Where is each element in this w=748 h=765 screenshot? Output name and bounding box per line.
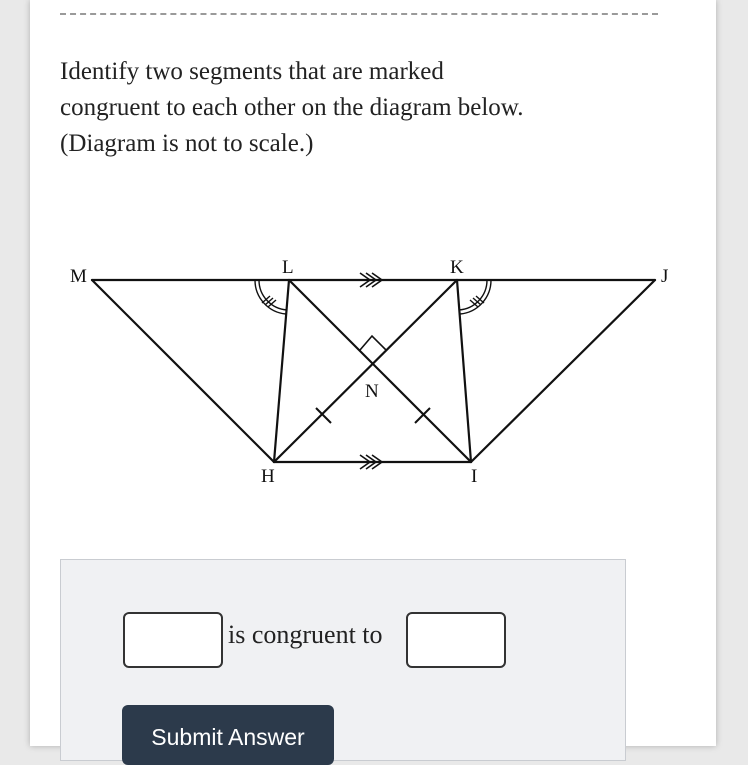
submit-answer-label: Submit Answer — [151, 723, 305, 750]
segment-input-2[interactable] — [406, 612, 506, 668]
label-J: J — [661, 266, 669, 287]
question-line-2: congruent to each other on the diagram below. — [60, 94, 524, 121]
segment-KH — [274, 280, 457, 462]
segment-MH — [92, 280, 274, 462]
angle-mark-L — [255, 280, 287, 314]
segment-LI — [289, 280, 471, 462]
question-line-3: (Diagram is not to scale.) — [60, 130, 314, 157]
segment-JI — [471, 280, 655, 462]
label-N: N — [365, 381, 379, 402]
label-I: I — [471, 466, 478, 487]
right-angle-mark — [360, 336, 386, 350]
label-K: K — [450, 257, 464, 278]
tick-mark-NI — [415, 408, 430, 423]
angle-mark-K — [459, 280, 491, 314]
tick-mark-NH — [316, 408, 331, 423]
label-M: M — [70, 266, 87, 287]
congruent-label: is congruent to — [228, 620, 383, 649]
label-L: L — [282, 257, 294, 278]
question-line-1: Identify two segments that are marked — [60, 58, 444, 85]
submit-answer-button[interactable] — [122, 705, 334, 765]
segment-input-1[interactable] — [123, 612, 223, 668]
label-H: H — [261, 466, 275, 487]
